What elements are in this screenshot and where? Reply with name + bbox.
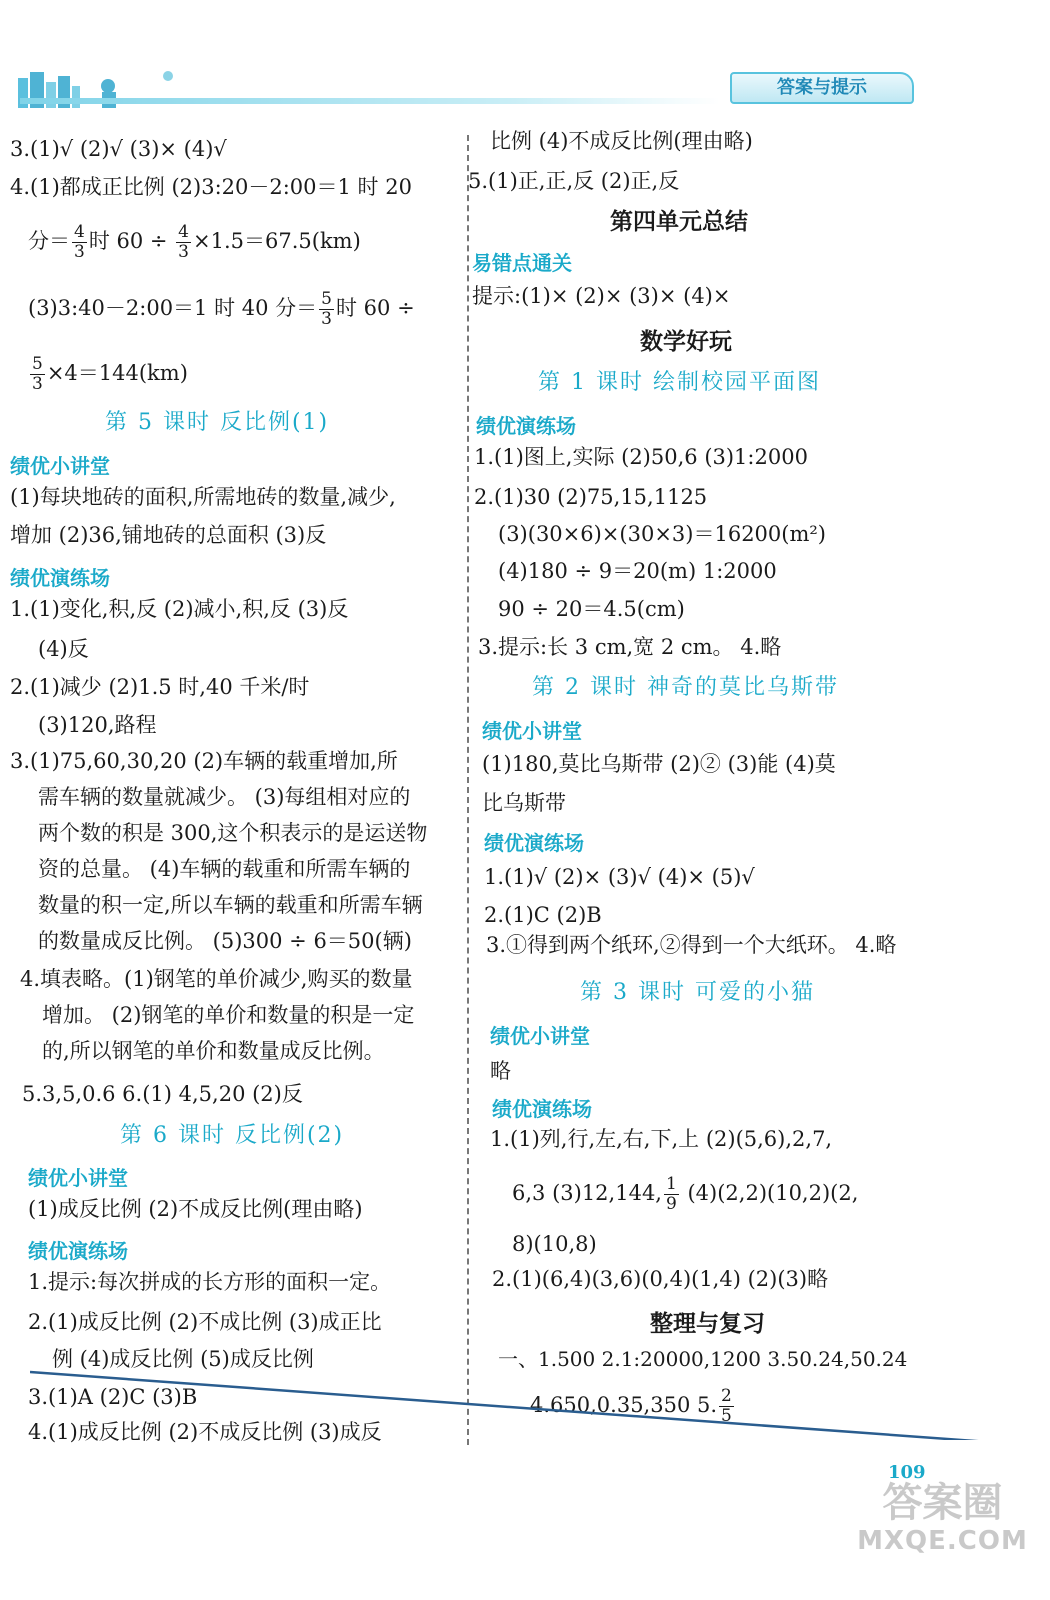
answer-line: 1.(1)列,行,左,右,下,上 (2)(5,6),2,7,	[490, 1127, 833, 1151]
answer-line: 2.(1)C (2)B	[484, 903, 602, 927]
lesson-title: 第 3 课时 可爱的小猫	[580, 980, 815, 1005]
answer-line: 1.(1)变化,积,反 (2)减小,积,反 (3)反	[10, 597, 349, 621]
section-heading: 绩优小讲堂	[490, 1024, 590, 1048]
answer-line: 8)(10,8)	[512, 1232, 597, 1256]
lesson-title: 第 6 课时 反比例(2)	[120, 1123, 345, 1148]
lesson-title: 第 1 课时 绘制校园平面图	[538, 370, 821, 395]
answer-line: 90 ÷ 20＝4.5(cm)	[498, 597, 685, 621]
answer-line: 分＝ $\frac{4}{3}$ 时 60 ÷ $\frac{4}{3}$ ×1.5＝67.5(km)	[28, 222, 361, 262]
fraction: $\frac{5}{3}$	[32, 354, 43, 394]
answer-line: 3.(1)√ (2)√ (3)× (4)√	[10, 137, 227, 161]
section-title: 数学好玩	[640, 329, 732, 355]
page-header	[0, 0, 1050, 130]
answer-line: (1)180,莫比乌斯带 (2)② (3)能 (4)莫	[482, 752, 836, 776]
answer-line: (1)每块地砖的面积,所需地砖的数量,减少,	[10, 485, 396, 509]
section-heading: 绩优小讲堂	[28, 1166, 128, 1190]
answer-line: 数量的积一定,所以车辆的载重和所需车辆	[38, 893, 423, 917]
answer-line: 4.(1)都成正比例 (2)3:20－2:00＝1 时 20	[10, 175, 412, 199]
section-heading: 绩优演练场	[10, 566, 110, 590]
section-heading: 易错点通关	[472, 251, 572, 275]
answer-line: 3.提示:长 3 cm,宽 2 cm。 4.略	[478, 635, 782, 659]
answer-line: 5.(1)正,正,反 (2)正,反	[468, 169, 680, 193]
answer-line: 的数量成反比例。 (5)300 ÷ 6＝50(辆)	[38, 929, 412, 953]
fraction: $\frac{1}{9}$	[665, 1174, 677, 1214]
answer-line: 4.(1)成反比例 (2)不成反比例 (3)成反	[28, 1420, 382, 1444]
answer-line: 的,所以钢笔的单价和数量成反比例。	[42, 1039, 385, 1063]
section-title: 整理与复习	[650, 1311, 765, 1337]
answer-line: 增加。 (2)钢笔的单价和数量的积是一定	[42, 1003, 415, 1027]
answer-line: 3.①得到两个纸环,②得到一个大纸环。 4.略	[486, 933, 897, 957]
answer-line: 3.(1)75,60,30,20 (2)车辆的载重增加,所	[10, 749, 398, 773]
answer-line: 增加 (2)36,铺地砖的总面积 (3)反	[10, 523, 327, 547]
answer-line: $\frac{5}{3}$ ×4＝144(km)	[32, 354, 188, 394]
answer-line: 比乌斯带	[482, 791, 566, 815]
watermark: 答案圈 MXQE.COM	[857, 1480, 1028, 1556]
footer-rule	[30, 1370, 1030, 1440]
fraction: $\frac{4}{3}$	[178, 222, 189, 262]
answer-line: 6,3 (3)12,144, $\frac{1}{9}$ (4)(2,2)(10,2)(2,	[512, 1174, 859, 1214]
answer-line: 2.(1)30 (2)75,15,1125	[474, 485, 708, 509]
section-heading: 绩优小讲堂	[482, 719, 582, 743]
fraction: $\frac{5}{3}$	[321, 289, 332, 329]
lesson-title: 第 5 课时 反比例(1)	[105, 410, 330, 435]
answer-line: 4.650,0.35,350 5. $\frac{2}{5}$	[530, 1386, 732, 1426]
answer-line: (3)(30×6)×(30×3)＝16200(m²)	[498, 522, 826, 546]
fraction: $\frac{4}{3}$	[74, 222, 85, 262]
section-heading: 绩优小讲堂	[10, 454, 110, 478]
answer-line: 3.(1)A (2)C (3)B	[28, 1385, 198, 1409]
section-heading: 绩优演练场	[28, 1239, 128, 1263]
answer-line: 一、1.500 2.1:20000,1200 3.50.24,50.24	[498, 1347, 908, 1371]
answer-line: (1)成反比例 (2)不成反比例(理由略)	[28, 1197, 363, 1221]
answer-hint-badge: 答案与提示	[730, 72, 914, 104]
answer-line: 略	[490, 1059, 511, 1083]
column-divider	[467, 135, 469, 1445]
answer-line: (3)3:40－2:00＝1 时 40 分＝ $\frac{5}{3}$ 时 60 ÷	[28, 289, 415, 329]
answer-line: 例 (4)成反比例 (5)成反比例	[52, 1347, 314, 1371]
lesson-title: 第 2 课时 神奇的莫比乌斯带	[532, 675, 839, 700]
answer-line: 2.(1)减少 (2)1.5 时,40 千米/时	[10, 675, 310, 699]
answer-line: 1.(1)图上,实际 (2)50,6 (3)1:2000	[474, 445, 808, 469]
page-number: 109	[888, 1462, 926, 1483]
answer-line: 资的总量。 (4)车辆的载重和所需车辆的	[38, 857, 411, 881]
answer-line: 4.填表略。(1)钢笔的单价减少,购买的数量	[20, 967, 413, 991]
section-heading: 绩优演练场	[476, 414, 576, 438]
answer-line: 1.(1)√ (2)× (3)√ (4)× (5)√	[484, 865, 755, 889]
answer-line: 2.(1)(6,4)(3,6)(0,4)(1,4) (2)(3)略	[492, 1267, 829, 1291]
unit-summary-title: 第四单元总结	[610, 209, 748, 235]
answer-line: 需车辆的数量就减少。 (3)每组相对应的	[38, 785, 411, 809]
answer-line: 1.提示:每次拼成的长方形的面积一定。	[28, 1270, 392, 1294]
section-heading: 绩优演练场	[492, 1097, 592, 1121]
answer-line: (4)反	[38, 637, 89, 661]
answer-line: (4)180 ÷ 9＝20(m) 1:2000	[498, 559, 777, 583]
answer-line: 两个数的积是 300,这个积表示的是运送物	[38, 821, 428, 845]
answer-line: (3)120,路程	[38, 713, 157, 737]
answer-line: 5.3,5,0.6 6.(1) 4,5,20 (2)反	[22, 1082, 303, 1106]
fraction: $\frac{2}{5}$	[721, 1386, 732, 1426]
section-heading: 绩优演练场	[484, 831, 584, 855]
header-bar	[20, 98, 720, 104]
answer-line: 提示:(1)× (2)× (3)× (4)×	[472, 284, 731, 308]
answer-line: 2.(1)成反比例 (2)不成比例 (3)成正比	[28, 1310, 382, 1334]
answer-line: 比例 (4)不成反比例(理由略)	[490, 129, 753, 153]
